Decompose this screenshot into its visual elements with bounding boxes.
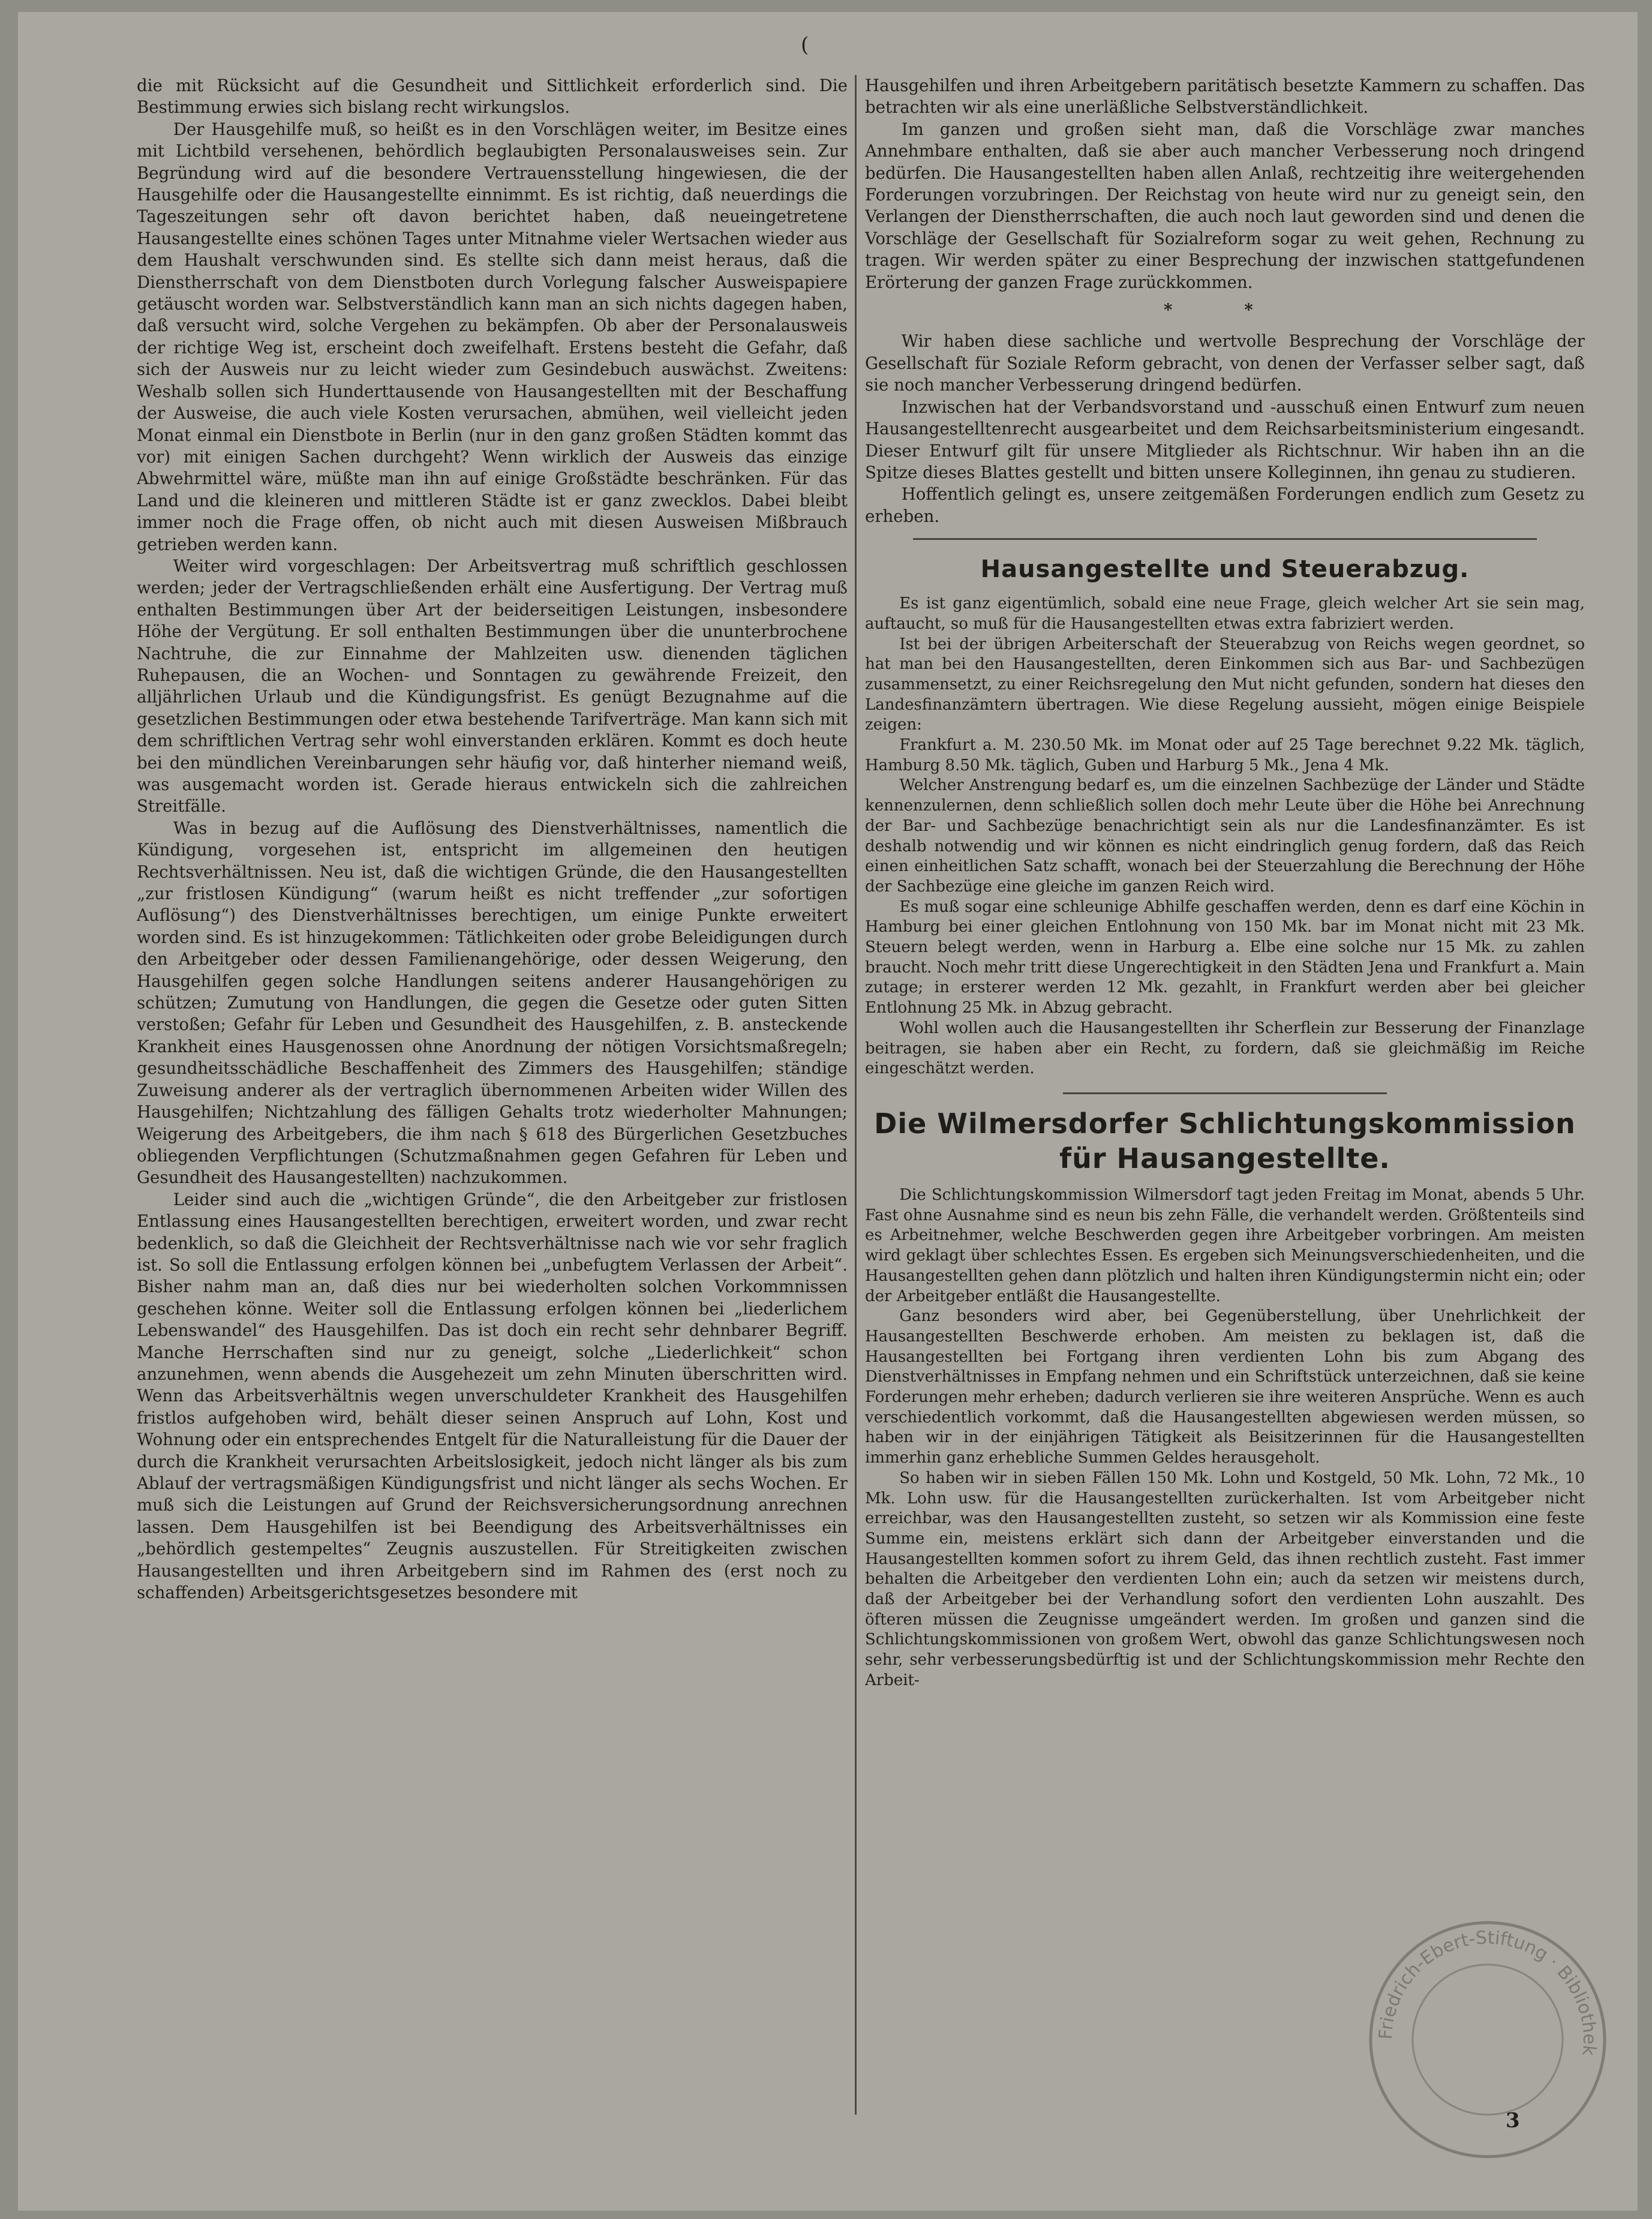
paragraph: Inzwischen hat der Verbandsvorstand und -ausschuß einen Entwurf zum neuen Hausangestelltenrecht ausgearbeitet und dem Reichsarbeitsministerium eingesandt. Dieser Entwurf gilt für unsere Mitglieder als Richtschnur. Wir haben ihn an die Spitze dieses Blattes gestellt und bitten unsere Kolleginnen, ihn genau zu studieren. (865, 397, 1585, 482)
title-line-1: Die Wilmersdorfer Schlichtungskommission (874, 1107, 1576, 1140)
editorial-note (865, 331, 1585, 527)
left-column (137, 75, 848, 2112)
section-separator: * * (1163, 300, 1287, 320)
right-column (865, 75, 1585, 2112)
paragraph: Es muß sogar eine schleunige Abhilfe geschaffen werden, denn es darf eine Köchin in Hamburg bei einer gleichen Entlohnung von 150 Mk. bar im Monat nicht mit 23 Mk. Steuern belegt werden, wenn in Harburg a. Elbe eine solche nur 15 Mk. zu zahlen braucht. Noch mehr tritt diese Ungerechtigkeit in den Städten Jena und Frankfurt a. Main zutage; in ersterer werden 12 Mk. gezahlt, in Frankfurt werden aber bei gleicher Entlohnung 25 Mk. in Abzug gebracht. (865, 897, 1585, 1017)
paragraph: die mit Rücksicht auf die Gesundheit und Sittlichkeit erforderlich sind. Die Bestimmung erwies sich bislang recht wirkungslos. (137, 76, 848, 118)
article-title-schlichtung (865, 1106, 1585, 1176)
paragraph: Was in bezug auf die Auflösung des Dienstverhältnisses, namentlich die Kündigung, vorgesehen ist, entspricht im allgemeinen den heutigen Rechtsverhältnissen. Neu ist, daß die wichtigen Gründe, die den Hausangestellten „zur fristlosen Kündigung“ (warum heißt es nicht treffender „zur sofortigen Auflösung“) des Dienstverhältnisses berechtigen, um einige Punkte erweitert worden sind. Es ist hinzugekommen: Tätlichkeiten oder grobe Beleidigungen durch den Arbeitgeber oder dessen Familienangehörige, oder dessen Weigerung, den Hausgehilfen gegen solche Handlungen seitens anderer Hausangehörigen zu schützen; Zumutung von Handlungen, die gegen die Gesetze oder guten Sitten verstoßen; Gefahr für Leben und Gesundheit des Hausgehilfen, z. B. ansteckende Krankheit eines Hausgenossen ohne Anordnung der nötigen Vorsichtsmaßregeln; gesundheitsschädliche Beschaffenheit des Zimmers des Hausgehilfen; ständige Zuweisung anderer als der vertraglich übernommenen Arbeiten wider Willen des Hausgehilfen; Nichtzahlung des fälligen Gehalts trotz wiederholter Mahnungen; Weigerung des Arbeitgebers, die ihm nach § 618 des Bürgerlichen Gesetzbuches obliegenden Verpflichtungen (Schutzmaßnahmen gegen Gefahren für Leben und Gesundheit des Hausangestellten) nachzukommen. (137, 818, 848, 1188)
library-stamp (1362, 1914, 1614, 2166)
section-rule (913, 538, 1537, 540)
page-number: 3 (1506, 2109, 1520, 2133)
column-divider (855, 75, 857, 2115)
section-rule (1063, 1092, 1387, 1094)
paragraph: Weiter wird vorgeschlagen: Der Arbeitsvertrag muß schriftlich geschlossen werden; jeder der Vertragschließenden erhält eine Ausfertigung. Der Vertrag muß enthalten Bestimmungen über Art der beiderseitigen Leistungen, insbesondere Höhe der Vergütung. Er soll enthalten Bestimmungen über die ununterbrochene Nachtruhe, die zur Einnahme der Mahlzeiten usw. dienenden täglichen Ruhepausen, die an Wochen- und Sonntagen zu gewährende Freizeit, den alljährlichen Urlaub und die Kündigungsfrist. Es genügt Bezugnahme auf die gesetzlichen Bestimmungen oder etwa bestehende Tarifverträge. Man kann sich mit dem schriftlichen Vertrag sehr wohl einverstanden erklären. Kommt es doch heute bei den mündlichen Vereinbarungen sehr häufig vor, daß hinterher niemand weiß, was ausgemacht worden ist. Gerade hieraus entwickeln sich die zahlreichen Streitfälle. (137, 555, 848, 816)
paragraph: Ist bei der übrigen Arbeiterschaft der Steuerabzug von Reichs wegen geordnet, so hat man bei den Hausangestellten, deren Einkommen sich aus Bar- und Sachbezügen zusammensetzt, zu einer Reichsregelung den Mut nicht gefunden, sondern hat dieses den Landesfinanzämtern übertragen. Wie diese Regelung aussieht, mögen einige Beispiele zeigen: (865, 635, 1585, 734)
paragraph: So haben wir in sieben Fällen 150 Mk. Lohn und Kostgeld, 50 Mk. Lohn, 72 Mk., 10 Mk. Lohn usw. für die Hausangestellten zurückerhalten. Ist vom Arbeitgeber nicht erreichbar, was den Hausangestellten zusteht, so setzen wir als Kommission eine feste Summe ein, meistens erklärt sich dann der Arbeitgeber einverstanden und die Hausangestellten kommen sofort zu ihrem Geld, das ihnen rechtlich zusteht. Fast immer behalten die Arbeitgeber den verdienten Lohn ein; auch da setzen wir meistens durch, daß der Arbeitgeber bei der Verhandlung sofort den verdienten Lohn auszahlt. Des öfteren müssen die Zeugnisse umgeändert werden. Im großen und ganzen sind die Schlichtungskommissionen von großem Wert, obwohl das ganze Schlichtungswesen noch sehr, sehr verbesserungsbedürftig ist und der Schlichtungskommission mehr Rechte den Arbeit- (865, 1469, 1585, 1689)
paragraph: Hausgehilfen und ihren Arbeitgebern paritätisch besetzte Kammern zu schaffen. Das betrachten wir als eine unerläßliche Selbstverständlichkeit. (865, 76, 1585, 118)
paragraph: Hoffentlich gelingt es, unsere zeitgemäßen Forderungen endlich zum Gesetz zu erheben. (865, 484, 1585, 526)
article-continuation (865, 75, 1585, 293)
paragraph: Die Schlichtungskommission Wilmersdorf tagt jeden Freitag im Monat, abends 5 Uhr. Fast ohne Ausnahme sind es neun bis zehn Fälle, die verhandelt werden. Größtenteils sind es Arbeitnehmer, welche Beschwerden gegen ihre Arbeitgeber vorbringen. Am meisten wird geklagt über schlechtes Essen. Es ergeben sich Meinungsverschiedenheiten, und die Hausangestellten gehen dann plötzlich und halten ihren Kündigungstermin nicht ein; oder der Arbeitgeber entläßt die Hausangestellte. (865, 1186, 1585, 1305)
article-title-steuerabzug: Hausangestellte und Steuerabzug. (980, 555, 1470, 584)
paragraph: Wir haben diese sachliche und wertvolle Besprechung der Vorschläge der Gesellschaft für Soziale Reform gebracht, von denen der Verfasser selber sagt, daß sie noch mancher Verbesserung dringend bedürfen. (865, 331, 1585, 395)
paragraph: Der Hausgehilfe muß, so heißt es in den Vorschlägen weiter, im Besitze eines mit Lichtbild versehenen, behördlich beglaubigten Personalausweises sein. Zur Begründung wird auf die besondere Vertrauensstellung hingewiesen, die der Hausgehilfe oder die Hausangestellte einnimmt. Es ist richtig, daß neuerdings die Tageszeitungen sehr oft davon berichtet haben, daß neueingetretene Hausangestellte eines schönen Tages unter Mitnahme vieler Wertsachen wieder aus dem Haushalt verschwunden sind. Es stellte sich dann meist heraus, daß die Dienstherrschaft von dem Dienstboten durch Vorlegung falscher Ausweispapiere getäuscht worden war. Selbstverständlich kann man an sich nichts dagegen haben, daß versucht wird, solche Vergehen zu bekämpfen. Ob aber der Personalausweis der richtige Weg ist, erscheint doch zweifelhaft. Erstens besteht die Gefahr, daß sich der Ausweis nur zu leicht wieder zum Gesindebuch auswächst. Zweitens: Weshalb sollen sich Hunderttausende von Hausangestellten mit der Beschaffung der Ausweise, die auch viele Kosten verursachen, abmühen, weil vielleicht jeden Monat einmal ein Dienstbote in Berlin (nur in den ganz großen Städten kommt das vor) mit einigen Sachen durchgeht? Wenn wirklich der Ausweis das einzige Abwehrmittel wäre, müßte man ihn auf einige Großstädte beschränken. Für das Land und die kleineren und mittleren Städte ist er ganz zwecklos. Dabei bleibt immer noch die Frage offen, ob nicht auch mit diesen Ausweisen Mißbrauch getrieben werden kann. (137, 119, 848, 554)
paragraph: Welcher Anstrengung bedarf es, um die einzelnen Sachbezüge der Länder und Städte kennenzulernen, denn schließlich sollen doch mehr Leute über die Höhe bei Anrechnung der Bar- und Sachbezüge benachrichtigt sein als nur die Landesfinanzämter. Es ist deshalb notwendig und wir können es nicht eindringlich genug fordern, daß das Reich einen einheitlichen Satz schafft, wonach bei der Steuerzahlung die Berechnung der Höhe der Sachbezüge eine gleiche im ganzen Reich wird. (865, 776, 1585, 896)
paragraph: Wohl wollen auch die Hausangestellten ihr Scherflein zur Besserung der Finanzlage beitragen, sie haben aber ein Recht, zu fordern, daß sie gleichmäßig im Reiche eingeschätzt werden. (865, 1019, 1585, 1078)
page-mark: ( (801, 33, 809, 57)
paragraph: Ganz besonders wird aber, bei Gegenüberstellung, über Unehrlichkeit der Hausangestellten Beschwerde erhoben. Am meisten zu beklagen ist, daß die Hausangestellten bei Fortgang ihren verdienten Lohn bis zum Abgang des Dienstverhältnisses in Empfang nehmen und ein Schriftstück unterzeichnen, daß sie keine Forderungen mehr erheben; dadurch verlieren sie ihre weiteren Ansprüche. Wenn es auch verschiedentlich vorkommt, daß die Hausangestellten abgewiesen werden müssen, so haben wir in der einjährigen Tätigkeit als Beisitzerinnen für die Hausangestellten immerhin ganz erhebliche Summen Geldes herausgeholt. (865, 1307, 1585, 1467)
newspaper-page (18, 12, 1638, 2211)
paragraph: Frankfurt a. M. 230.50 Mk. im Monat oder auf 25 Tage berechnet 9.22 Mk. täglich, Hamburg 8.50 Mk. täglich, Guben und Harburg 5 Mk., Jena 4 Mk. (865, 736, 1585, 774)
paragraph: Es ist ganz eigentümlich, sobald eine neue Frage, gleich welcher Art sie sein mag, auftaucht, so muß für die Hausangestellten etwas extra fabriziert werden. (865, 594, 1585, 633)
svg-text:Friedrich-Ebert-Stiftung · Bib (1375, 1927, 1600, 2057)
title-line-2: für Hausangestellte. (1059, 1142, 1390, 1175)
article-body-steuerabzug (865, 594, 1585, 1079)
stamp-text: Friedrich-Ebert-Stiftung · Bibliothek (1375, 1927, 1600, 2057)
paragraph: Leider sind auch die „wichtigen Gründe“, die den Arbeitgeber zur fristlosen Entlassung eines Hausangestellten berechtigen, erweitert worden, und zwar recht bedenklich, so daß die Gleichheit der Rechtsverhältnisse nach wie vor sehr fraglich ist. So soll die Entlassung erfolgen können bei „unbefugtem Verlassen der Arbeit“. Bisher nahm man an, daß dies nur bei wiederholten solchen Vorkommnissen geschehen könne. Weiter soll die Entlassung erfolgen können bei „liederlichem Lebenswandel“ des Hausgehilfen. Das ist doch ein recht sehr dehnbarer Begriff. Manche Herrschaften sind nur zu geneigt, solche „Liederlichkeit“ schon anzunehmen, wenn abends die Ausgehezeit um zehn Minuten überschritten wird. Wenn das Arbeitsverhältnis wegen unverschuldeter Krankheit des Hausgehilfen fristlos aufgehoben wird, behält dieser seinen Anspruch auf Lohn, Kost und Wohnung oder ein entsprechendes Entgelt für die Naturalleistung für die Dauer der durch die Krankheit verursachten Arbeitslosigkeit, jedoch nicht länger als bis zum Ablauf der vertragsmäßigen Kündigungsfrist und nicht länger als sechs Wochen. Er muß sich die Leistungen auf Grund der Reichsversicherungsordnung anrechnen lassen. Dem Hausgehilfen ist bei Beendigung des Arbeitsverhältnisses ein „behördlich gestempeltes“ Zeugnis auszustellen. Für Streitigkeiten zwischen Hausangestellten und ihren Arbeitgebern sind im Rahmen des (erst noch zu schaffenden) Arbeitsgerichtsgesetzes besondere mit (137, 1189, 848, 1603)
paragraph: Im ganzen und großen sieht man, daß die Vorschläge zwar manches Annehmbare enthalten, daß sie aber auch mancher Verbesserung noch dringend bedürfen. Die Hausangestellten haben allen Anlaß, rechtzeitig ihre weitergehenden Forderungen vorzubringen. Der Reichstag von heute wird nur zu geneigt sein, den Verlangen der Dienstherrschaften, die auch noch laut geworden sind und denen die Vorschläge der Gesellschaft für Sozialreform sogar zu weit gehen, Rechnung zu tragen. Wir werden später zu einer Besprechung der inzwischen stattgefundenen Erörterung der ganzen Frage zurückkommen. (865, 119, 1585, 292)
article-body-schlichtung (865, 1185, 1585, 1691)
